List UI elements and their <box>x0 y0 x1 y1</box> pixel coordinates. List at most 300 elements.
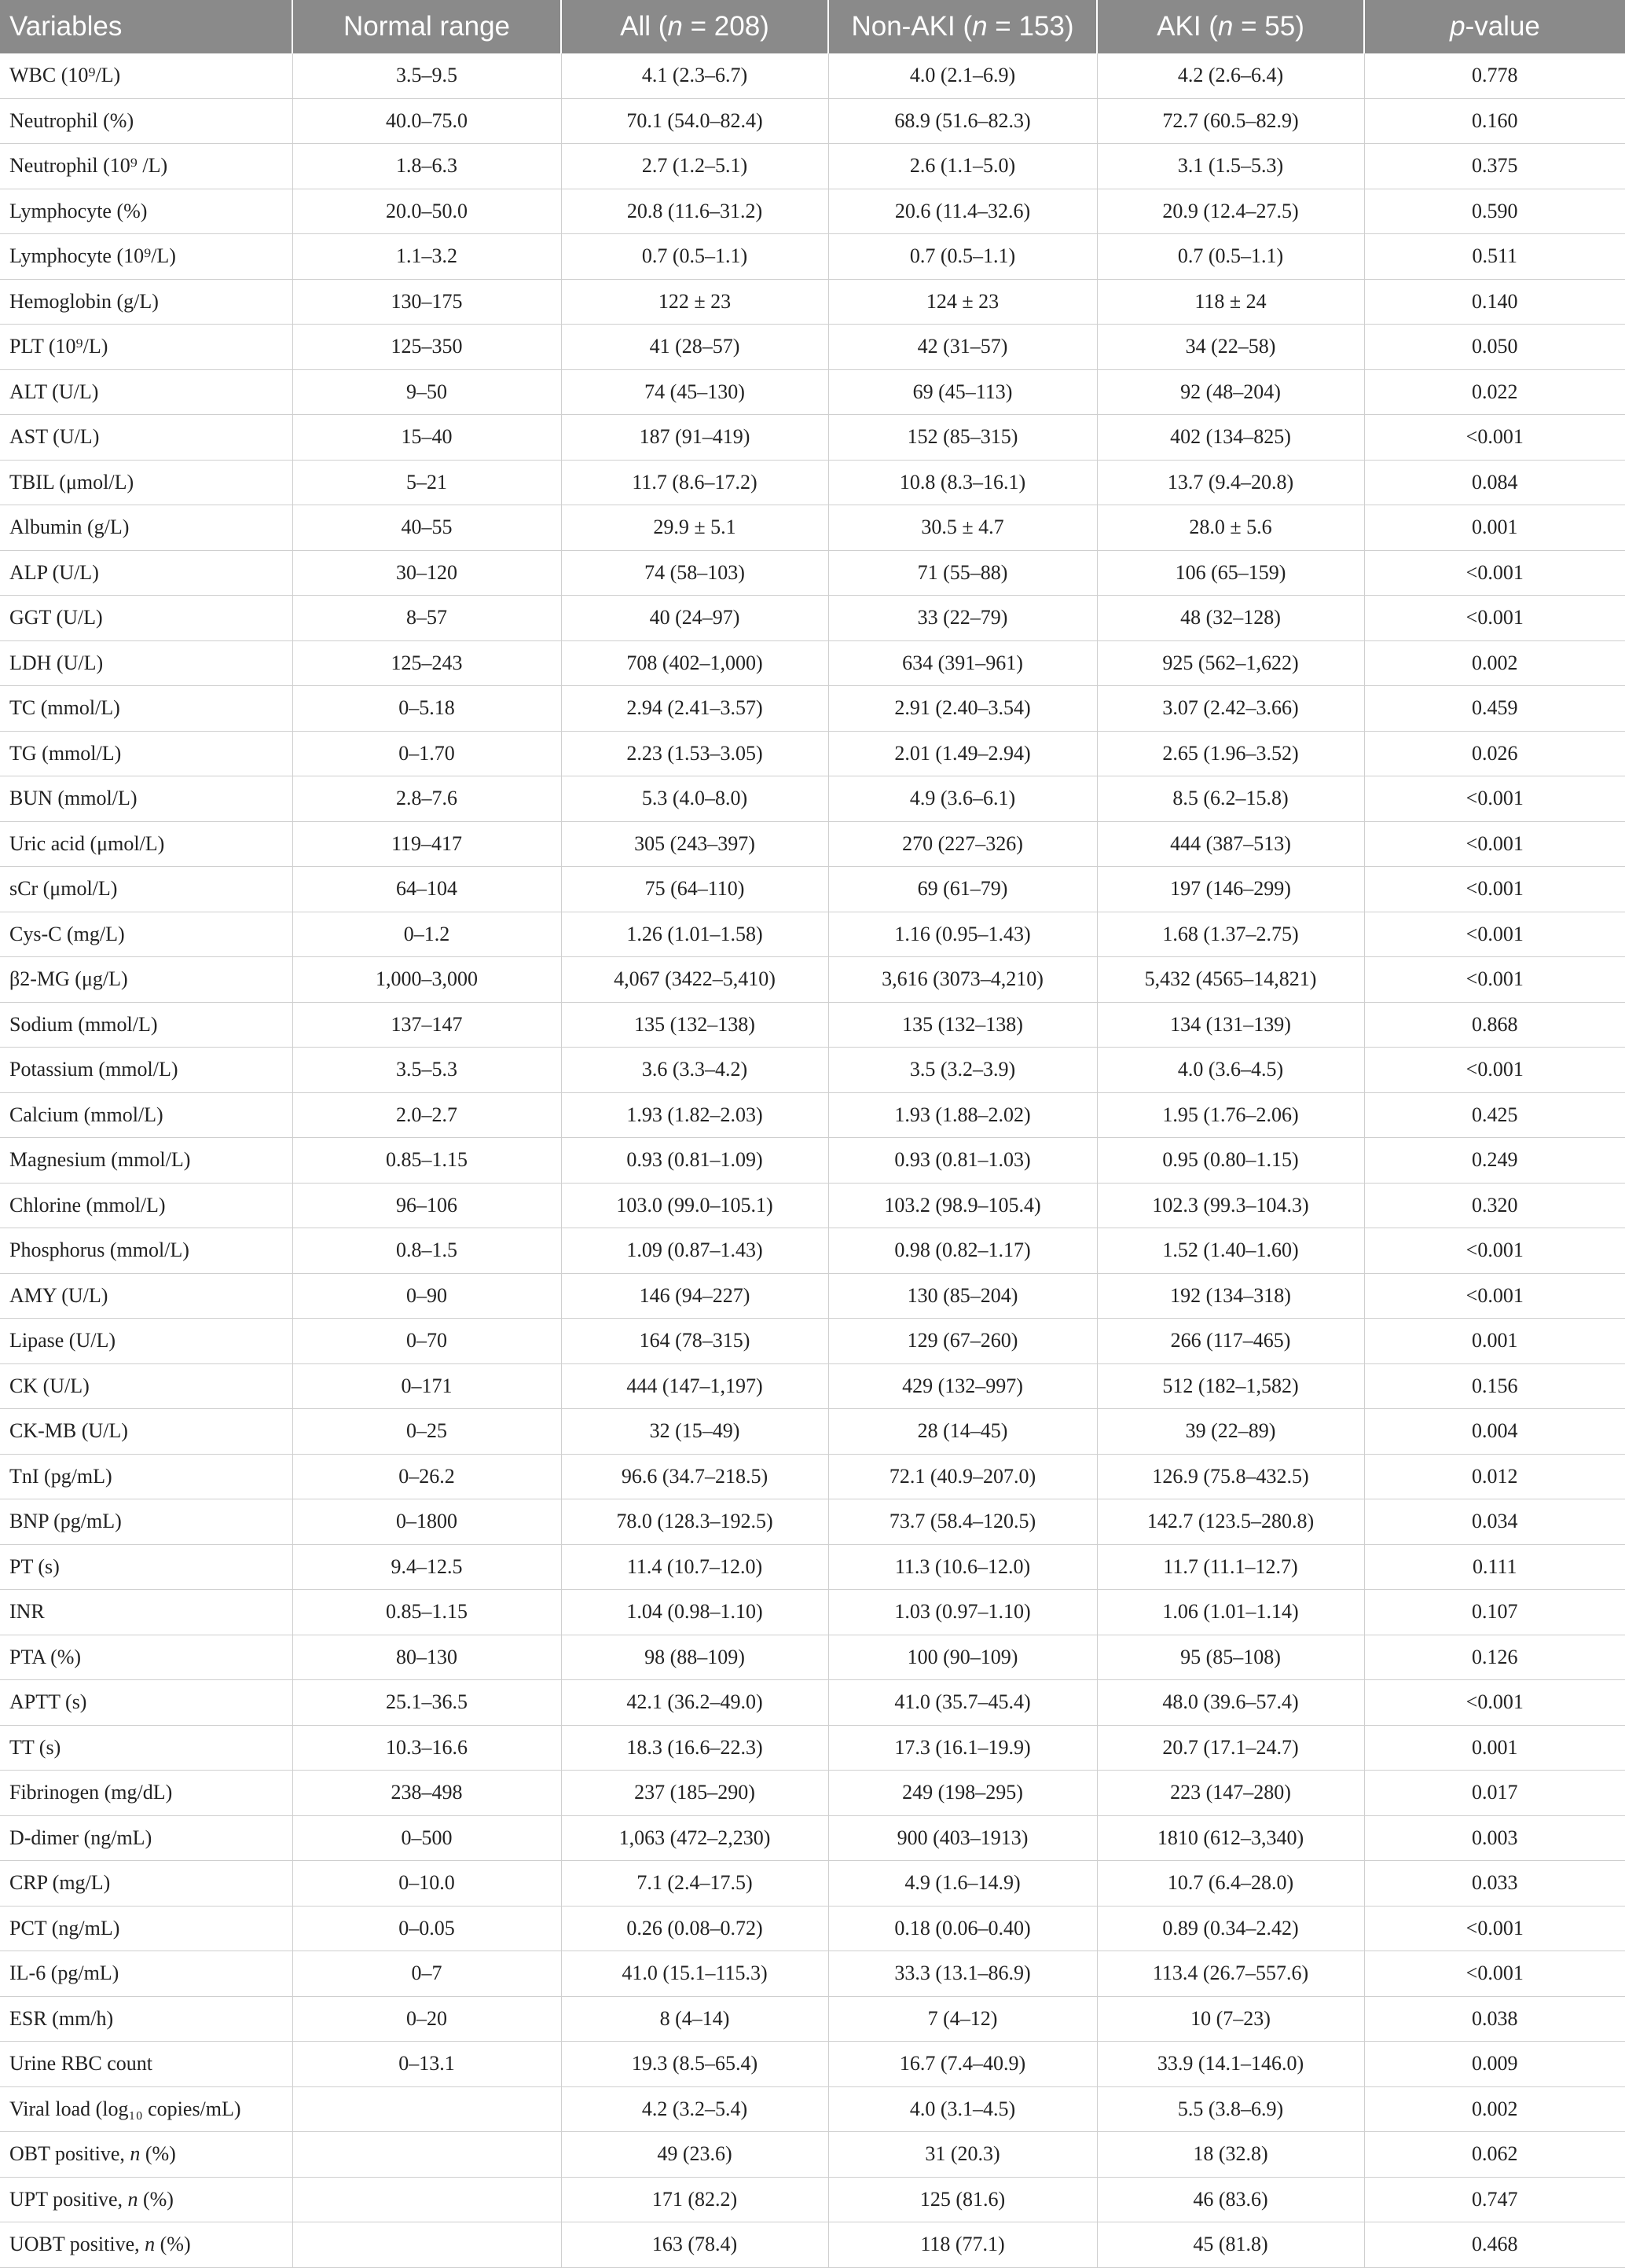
cell-all: 41 (28–57) <box>561 325 828 370</box>
cell-normal-range: 40.0–75.0 <box>292 98 561 144</box>
cell-variable: PTA (%) <box>0 1635 292 1680</box>
table-row <box>0 505 1625 551</box>
cell-normal-range <box>292 2222 561 2268</box>
cell-variable: Calcium (mmol/L) <box>0 1092 292 1138</box>
cell-variable: TBIL (μmol/L) <box>0 460 292 505</box>
cell-variable: CK (U/L) <box>0 1363 292 1409</box>
cell-normal-range: 0.85–1.15 <box>292 1138 561 1184</box>
cell-all: 70.1 (54.0–82.4) <box>561 98 828 144</box>
cell-normal-range: 40–55 <box>292 505 561 551</box>
cell-p-value: <0.001 <box>1364 912 1625 957</box>
table-header <box>0 0 1625 53</box>
table-row <box>0 415 1625 461</box>
cell-non-aki: 0.18 (0.06–0.40) <box>828 1906 1097 1951</box>
cell-aki: 20.9 (12.4–27.5) <box>1097 189 1364 234</box>
cell-variable: PCT (ng/mL) <box>0 1906 292 1951</box>
cell-variable: PLT (10⁹/L) <box>0 325 292 370</box>
cell-variable: CRP (mg/L) <box>0 1861 292 1907</box>
cell-normal-range: 3.5–9.5 <box>292 53 561 98</box>
cell-variable: BUN (mmol/L) <box>0 776 292 822</box>
cell-normal-range: 1.8–6.3 <box>292 144 561 189</box>
cell-p-value: 0.026 <box>1364 731 1625 776</box>
cell-non-aki: 2.91 (2.40–3.54) <box>828 686 1097 732</box>
cell-all: 0.93 (0.81–1.09) <box>561 1138 828 1184</box>
cell-all: 40 (24–97) <box>561 596 828 641</box>
cell-variable: LDH (U/L) <box>0 640 292 686</box>
cell-p-value: 0.511 <box>1364 234 1625 280</box>
cell-variable: Lymphocyte (%) <box>0 189 292 234</box>
cell-p-value: 0.022 <box>1364 369 1625 415</box>
cell-normal-range: 125–350 <box>292 325 561 370</box>
cell-all: 1,063 (472–2,230) <box>561 1815 828 1861</box>
cell-all: 74 (58–103) <box>561 550 828 596</box>
cell-p-value: 0.001 <box>1364 1319 1625 1364</box>
cell-non-aki: 69 (61–79) <box>828 867 1097 912</box>
cell-all: 2.94 (2.41–3.57) <box>561 686 828 732</box>
cell-non-aki: 125 (81.6) <box>828 2177 1097 2222</box>
table-row <box>0 1138 1625 1184</box>
cell-variable: Uric acid (μmol/L) <box>0 821 292 867</box>
table-row <box>0 1635 1625 1680</box>
header-row <box>0 0 1625 53</box>
header-normal-range: Normal range <box>292 0 561 53</box>
cell-normal-range: 0–90 <box>292 1273 561 1319</box>
cell-p-value: <0.001 <box>1364 821 1625 867</box>
cell-all: 103.0 (99.0–105.1) <box>561 1183 828 1228</box>
cell-variable: Phosphorus (mmol/L) <box>0 1228 292 1274</box>
table-row <box>0 325 1625 370</box>
cell-normal-range: 0–10.0 <box>292 1861 561 1907</box>
cell-p-value: 0.107 <box>1364 1590 1625 1635</box>
cell-aki: 10 (7–23) <box>1097 1996 1364 2042</box>
cell-p-value: 0.002 <box>1364 2086 1625 2132</box>
cell-p-value: <0.001 <box>1364 1228 1625 1274</box>
table-row <box>0 1996 1625 2042</box>
cell-variable: Potassium (mmol/L) <box>0 1048 292 1093</box>
cell-aki: 444 (387–513) <box>1097 821 1364 867</box>
cell-normal-range: 0.8–1.5 <box>292 1228 561 1274</box>
cell-non-aki: 11.3 (10.6–12.0) <box>828 1544 1097 1590</box>
cell-normal-range: 2.0–2.7 <box>292 1092 561 1138</box>
cell-non-aki: 124 ± 23 <box>828 279 1097 325</box>
cell-aki: 10.7 (6.4–28.0) <box>1097 1861 1364 1907</box>
cell-all: 78.0 (128.3–192.5) <box>561 1499 828 1545</box>
cell-normal-range: 30–120 <box>292 550 561 596</box>
cell-aki: 197 (146–299) <box>1097 867 1364 912</box>
cell-non-aki: 4.9 (3.6–6.1) <box>828 776 1097 822</box>
cell-all: 305 (243–397) <box>561 821 828 867</box>
cell-all: 2.23 (1.53–3.05) <box>561 731 828 776</box>
cell-normal-range: 0–1.70 <box>292 731 561 776</box>
cell-non-aki: 71 (55–88) <box>828 550 1097 596</box>
cell-all: 708 (402–1,000) <box>561 640 828 686</box>
cell-non-aki: 30.5 ± 4.7 <box>828 505 1097 551</box>
cell-all: 163 (78.4) <box>561 2222 828 2268</box>
cell-non-aki: 118 (77.1) <box>828 2222 1097 2268</box>
cell-all: 1.93 (1.82–2.03) <box>561 1092 828 1138</box>
cell-aki: 34 (22–58) <box>1097 325 1364 370</box>
cell-all: 122 ± 23 <box>561 279 828 325</box>
cell-all: 7.1 (2.4–17.5) <box>561 1861 828 1907</box>
cell-normal-range: 0–70 <box>292 1319 561 1364</box>
table-row <box>0 2222 1625 2268</box>
cell-all: 1.26 (1.01–1.58) <box>561 912 828 957</box>
cell-aki: 3.07 (2.42–3.66) <box>1097 686 1364 732</box>
cell-variable: TnI (pg/mL) <box>0 1454 292 1499</box>
cell-normal-range: 130–175 <box>292 279 561 325</box>
table-body <box>0 53 1625 2267</box>
cell-p-value: 0.160 <box>1364 98 1625 144</box>
cell-non-aki: 4.0 (2.1–6.9) <box>828 53 1097 98</box>
table-row <box>0 98 1625 144</box>
cell-aki: 1810 (612–3,340) <box>1097 1815 1364 1861</box>
cell-variable: AMY (U/L) <box>0 1273 292 1319</box>
cell-normal-range: 2.8–7.6 <box>292 776 561 822</box>
cell-aki: 33.9 (14.1–146.0) <box>1097 2042 1364 2087</box>
cell-p-value: 0.425 <box>1364 1092 1625 1138</box>
cell-aki: 126.9 (75.8–432.5) <box>1097 1454 1364 1499</box>
cell-non-aki: 135 (132–138) <box>828 1002 1097 1048</box>
cell-variable: ALP (U/L) <box>0 550 292 596</box>
cell-variable: ALT (U/L) <box>0 369 292 415</box>
cell-all: 98 (88–109) <box>561 1635 828 1680</box>
cell-normal-range: 8–57 <box>292 596 561 641</box>
table-row <box>0 1319 1625 1364</box>
cell-aki: 113.4 (26.7–557.6) <box>1097 1951 1364 1997</box>
cell-variable: Cys-C (mg/L) <box>0 912 292 957</box>
cell-variable: Albumin (g/L) <box>0 505 292 551</box>
table-row <box>0 686 1625 732</box>
cell-non-aki: 429 (132–997) <box>828 1363 1097 1409</box>
cell-variable: AST (U/L) <box>0 415 292 461</box>
cell-aki: 512 (182–1,582) <box>1097 1363 1364 1409</box>
table-row <box>0 1454 1625 1499</box>
cell-non-aki: 0.7 (0.5–1.1) <box>828 234 1097 280</box>
cell-p-value: 0.320 <box>1364 1183 1625 1228</box>
cell-variable: WBC (10⁹/L) <box>0 53 292 98</box>
cell-aki: 8.5 (6.2–15.8) <box>1097 776 1364 822</box>
cell-aki: 48 (32–128) <box>1097 596 1364 641</box>
table-row <box>0 1273 1625 1319</box>
cell-normal-range: 0.85–1.15 <box>292 1590 561 1635</box>
cell-aki: 134 (131–139) <box>1097 1002 1364 1048</box>
cell-normal-range: 1.1–3.2 <box>292 234 561 280</box>
cell-normal-range: 0–26.2 <box>292 1454 561 1499</box>
cell-all: 5.3 (4.0–8.0) <box>561 776 828 822</box>
table-row <box>0 596 1625 641</box>
cell-aki: 0.7 (0.5–1.1) <box>1097 234 1364 280</box>
cell-variable: Viral load (log₁₀ copies/mL) <box>0 2086 292 2132</box>
table-row <box>0 1228 1625 1274</box>
cell-non-aki: 130 (85–204) <box>828 1273 1097 1319</box>
cell-variable: Magnesium (mmol/L) <box>0 1138 292 1184</box>
cell-variable: TT (s) <box>0 1725 292 1771</box>
cell-variable: Fibrinogen (mg/dL) <box>0 1771 292 1816</box>
table-row <box>0 731 1625 776</box>
table-row <box>0 1183 1625 1228</box>
table-row <box>0 2086 1625 2132</box>
cell-all: 8 (4–14) <box>561 1996 828 2042</box>
cell-p-value: 0.004 <box>1364 1409 1625 1455</box>
cell-p-value: <0.001 <box>1364 1951 1625 1997</box>
cell-variable: UOBT positive, n (%) <box>0 2222 292 2268</box>
table-row <box>0 1906 1625 1951</box>
cell-all: 49 (23.6) <box>561 2132 828 2178</box>
cell-p-value: 0.249 <box>1364 1138 1625 1184</box>
cell-aki: 1.68 (1.37–2.75) <box>1097 912 1364 957</box>
cell-non-aki: 42 (31–57) <box>828 325 1097 370</box>
cell-non-aki: 10.8 (8.3–16.1) <box>828 460 1097 505</box>
cell-p-value: 0.590 <box>1364 189 1625 234</box>
cell-all: 2.7 (1.2–5.1) <box>561 144 828 189</box>
cell-non-aki: 7 (4–12) <box>828 1996 1097 2042</box>
cell-aki: 72.7 (60.5–82.9) <box>1097 98 1364 144</box>
cell-aki: 46 (83.6) <box>1097 2177 1364 2222</box>
cell-aki: 142.7 (123.5–280.8) <box>1097 1499 1364 1545</box>
table-row <box>0 912 1625 957</box>
cell-all: 32 (15–49) <box>561 1409 828 1455</box>
table-row <box>0 1725 1625 1771</box>
table-row <box>0 1048 1625 1093</box>
cell-normal-range: 1,000–3,000 <box>292 957 561 1003</box>
cell-non-aki: 16.7 (7.4–40.9) <box>828 2042 1097 2087</box>
cell-non-aki: 17.3 (16.1–19.9) <box>828 1725 1097 1771</box>
cell-aki: 11.7 (11.1–12.7) <box>1097 1544 1364 1590</box>
cell-non-aki: 69 (45–113) <box>828 369 1097 415</box>
cell-all: 444 (147–1,197) <box>561 1363 828 1409</box>
cell-normal-range: 137–147 <box>292 1002 561 1048</box>
table-row <box>0 189 1625 234</box>
cell-normal-range: 0–0.05 <box>292 1906 561 1951</box>
cell-non-aki: 33.3 (13.1–86.9) <box>828 1951 1097 1997</box>
cell-non-aki: 2.6 (1.1–5.0) <box>828 144 1097 189</box>
cell-variable: PT (s) <box>0 1544 292 1590</box>
cell-non-aki: 634 (391–961) <box>828 640 1097 686</box>
cell-normal-range: 0–7 <box>292 1951 561 1997</box>
cell-p-value: <0.001 <box>1364 1680 1625 1726</box>
cell-p-value: 0.126 <box>1364 1635 1625 1680</box>
cell-variable: Sodium (mmol/L) <box>0 1002 292 1048</box>
table-row <box>0 957 1625 1003</box>
table-row <box>0 2042 1625 2087</box>
table-row <box>0 234 1625 280</box>
cell-normal-range: 0–1.2 <box>292 912 561 957</box>
cell-p-value: <0.001 <box>1364 596 1625 641</box>
cell-normal-range: 9–50 <box>292 369 561 415</box>
table-row <box>0 776 1625 822</box>
table-row <box>0 1771 1625 1816</box>
cell-aki: 13.7 (9.4–20.8) <box>1097 460 1364 505</box>
cell-non-aki: 1.03 (0.97–1.10) <box>828 1590 1097 1635</box>
cell-aki: 1.52 (1.40–1.60) <box>1097 1228 1364 1274</box>
cell-non-aki: 103.2 (98.9–105.4) <box>828 1183 1097 1228</box>
cell-variable: Neutrophil (%) <box>0 98 292 144</box>
cell-normal-range: 0–171 <box>292 1363 561 1409</box>
cell-p-value: 0.009 <box>1364 2042 1625 2087</box>
cell-all: 75 (64–110) <box>561 867 828 912</box>
table-row <box>0 1861 1625 1907</box>
cell-normal-range: 96–106 <box>292 1183 561 1228</box>
table-row <box>0 460 1625 505</box>
cell-variable: D-dimer (ng/mL) <box>0 1815 292 1861</box>
cell-variable: Neutrophil (10⁹ /L) <box>0 144 292 189</box>
cell-all: 29.9 ± 5.1 <box>561 505 828 551</box>
cell-normal-range: 10.3–16.6 <box>292 1725 561 1771</box>
cell-all: 164 (78–315) <box>561 1319 828 1364</box>
cell-non-aki: 129 (67–260) <box>828 1319 1097 1364</box>
cell-variable: CK-MB (U/L) <box>0 1409 292 1455</box>
cell-non-aki: 2.01 (1.49–2.94) <box>828 731 1097 776</box>
table-row <box>0 1951 1625 1997</box>
cell-aki: 0.95 (0.80–1.15) <box>1097 1138 1364 1184</box>
cell-non-aki: 249 (198–295) <box>828 1771 1097 1816</box>
cell-aki: 1.95 (1.76–2.06) <box>1097 1092 1364 1138</box>
table-row <box>0 53 1625 98</box>
cell-non-aki: 73.7 (58.4–120.5) <box>828 1499 1097 1545</box>
cell-all: 11.4 (10.7–12.0) <box>561 1544 828 1590</box>
table-row <box>0 144 1625 189</box>
cell-all: 1.04 (0.98–1.10) <box>561 1590 828 1635</box>
cell-normal-range: 0–1800 <box>292 1499 561 1545</box>
cell-p-value: <0.001 <box>1364 1048 1625 1093</box>
cell-aki: 192 (134–318) <box>1097 1273 1364 1319</box>
cell-normal-range: 0–25 <box>292 1409 561 1455</box>
cell-aki: 402 (134–825) <box>1097 415 1364 461</box>
cell-aki: 48.0 (39.6–57.4) <box>1097 1680 1364 1726</box>
cell-aki: 5.5 (3.8–6.9) <box>1097 2086 1364 2132</box>
cell-p-value: <0.001 <box>1364 1906 1625 1951</box>
cell-all: 41.0 (15.1–115.3) <box>561 1951 828 1997</box>
cell-aki: 39 (22–89) <box>1097 1409 1364 1455</box>
cell-variable: sCr (μmol/L) <box>0 867 292 912</box>
cell-p-value: 0.375 <box>1364 144 1625 189</box>
cell-normal-range: 64–104 <box>292 867 561 912</box>
cell-all: 237 (185–290) <box>561 1771 828 1816</box>
cell-all: 146 (94–227) <box>561 1273 828 1319</box>
cell-non-aki: 31 (20.3) <box>828 2132 1097 2178</box>
cell-normal-range: 9.4–12.5 <box>292 1544 561 1590</box>
cell-all: 4.2 (3.2–5.4) <box>561 2086 828 2132</box>
cell-aki: 3.1 (1.5–5.3) <box>1097 144 1364 189</box>
cell-p-value: 0.050 <box>1364 325 1625 370</box>
cell-p-value: 0.868 <box>1364 1002 1625 1048</box>
table-row <box>0 550 1625 596</box>
cell-p-value: 0.033 <box>1364 1861 1625 1907</box>
cell-all: 42.1 (36.2–49.0) <box>561 1680 828 1726</box>
cell-aki: 28.0 ± 5.6 <box>1097 505 1364 551</box>
cell-all: 0.7 (0.5–1.1) <box>561 234 828 280</box>
cell-variable: ESR (mm/h) <box>0 1996 292 2042</box>
cell-p-value: <0.001 <box>1364 776 1625 822</box>
header-non-aki: Non-AKI (n = 153) <box>828 0 1097 53</box>
cell-variable: TG (mmol/L) <box>0 731 292 776</box>
cell-normal-range: 119–417 <box>292 821 561 867</box>
cell-normal-range: 80–130 <box>292 1635 561 1680</box>
cell-p-value: 0.084 <box>1364 460 1625 505</box>
cell-non-aki: 4.0 (3.1–4.5) <box>828 2086 1097 2132</box>
cell-all: 18.3 (16.6–22.3) <box>561 1725 828 1771</box>
cell-normal-range: 0–500 <box>292 1815 561 1861</box>
cell-variable: TC (mmol/L) <box>0 686 292 732</box>
cell-variable: Urine RBC count <box>0 2042 292 2087</box>
table-row <box>0 1092 1625 1138</box>
cell-p-value: 0.012 <box>1364 1454 1625 1499</box>
cell-all: 3.6 (3.3–4.2) <box>561 1048 828 1093</box>
cell-non-aki: 72.1 (40.9–207.0) <box>828 1454 1097 1499</box>
header-p-value: p-value <box>1364 0 1625 53</box>
table-row <box>0 1544 1625 1590</box>
cell-aki: 92 (48–204) <box>1097 369 1364 415</box>
cell-all: 1.09 (0.87–1.43) <box>561 1228 828 1274</box>
table-row <box>0 821 1625 867</box>
cell-non-aki: 270 (227–326) <box>828 821 1097 867</box>
cell-variable: GGT (U/L) <box>0 596 292 641</box>
cell-p-value: 0.156 <box>1364 1363 1625 1409</box>
cell-aki: 266 (117–465) <box>1097 1319 1364 1364</box>
cell-p-value: 0.034 <box>1364 1499 1625 1545</box>
cell-p-value: 0.002 <box>1364 640 1625 686</box>
cell-non-aki: 1.16 (0.95–1.43) <box>828 912 1097 957</box>
cell-non-aki: 33 (22–79) <box>828 596 1097 641</box>
cell-variable: Lipase (U/L) <box>0 1319 292 1364</box>
table-row <box>0 1680 1625 1726</box>
cell-all: 187 (91–419) <box>561 415 828 461</box>
cell-normal-range: 20.0–50.0 <box>292 189 561 234</box>
table-row <box>0 1499 1625 1545</box>
cell-normal-range: 5–21 <box>292 460 561 505</box>
cell-aki: 925 (562–1,622) <box>1097 640 1364 686</box>
cell-all: 0.26 (0.08–0.72) <box>561 1906 828 1951</box>
cell-variable: Lymphocyte (10⁹/L) <box>0 234 292 280</box>
cell-non-aki: 0.93 (0.81–1.03) <box>828 1138 1097 1184</box>
cell-aki: 2.65 (1.96–3.52) <box>1097 731 1364 776</box>
cell-non-aki: 28 (14–45) <box>828 1409 1097 1455</box>
cell-normal-range: 0–20 <box>292 1996 561 2042</box>
cell-non-aki: 3.5 (3.2–3.9) <box>828 1048 1097 1093</box>
cell-p-value: 0.468 <box>1364 2222 1625 2268</box>
cell-aki: 4.2 (2.6–6.4) <box>1097 53 1364 98</box>
cell-all: 171 (82.2) <box>561 2177 828 2222</box>
cell-variable: Chlorine (mmol/L) <box>0 1183 292 1228</box>
cell-p-value: <0.001 <box>1364 550 1625 596</box>
table-row <box>0 1590 1625 1635</box>
cell-p-value: <0.001 <box>1364 1273 1625 1319</box>
cell-variable: INR <box>0 1590 292 1635</box>
cell-all: 96.6 (34.7–218.5) <box>561 1454 828 1499</box>
cell-p-value: 0.017 <box>1364 1771 1625 1816</box>
table-row <box>0 1002 1625 1048</box>
cell-variable: Hemoglobin (g/L) <box>0 279 292 325</box>
cell-non-aki: 152 (85–315) <box>828 415 1097 461</box>
cell-p-value: 0.062 <box>1364 2132 1625 2178</box>
cell-all: 4,067 (3422–5,410) <box>561 957 828 1003</box>
cell-non-aki: 0.98 (0.82–1.17) <box>828 1228 1097 1274</box>
cell-non-aki: 20.6 (11.4–32.6) <box>828 189 1097 234</box>
cell-all: 11.7 (8.6–17.2) <box>561 460 828 505</box>
cell-normal-range: 0–13.1 <box>292 2042 561 2087</box>
cell-aki: 4.0 (3.6–4.5) <box>1097 1048 1364 1093</box>
cell-aki: 1.06 (1.01–1.14) <box>1097 1590 1364 1635</box>
cell-non-aki: 68.9 (51.6–82.3) <box>828 98 1097 144</box>
cell-non-aki: 100 (90–109) <box>828 1635 1097 1680</box>
cell-normal-range: 238–498 <box>292 1771 561 1816</box>
cell-all: 19.3 (8.5–65.4) <box>561 2042 828 2087</box>
cell-variable: OBT positive, n (%) <box>0 2132 292 2178</box>
cell-p-value: <0.001 <box>1364 957 1625 1003</box>
cell-normal-range: 3.5–5.3 <box>292 1048 561 1093</box>
cell-p-value: 0.003 <box>1364 1815 1625 1861</box>
cell-p-value: <0.001 <box>1364 415 1625 461</box>
